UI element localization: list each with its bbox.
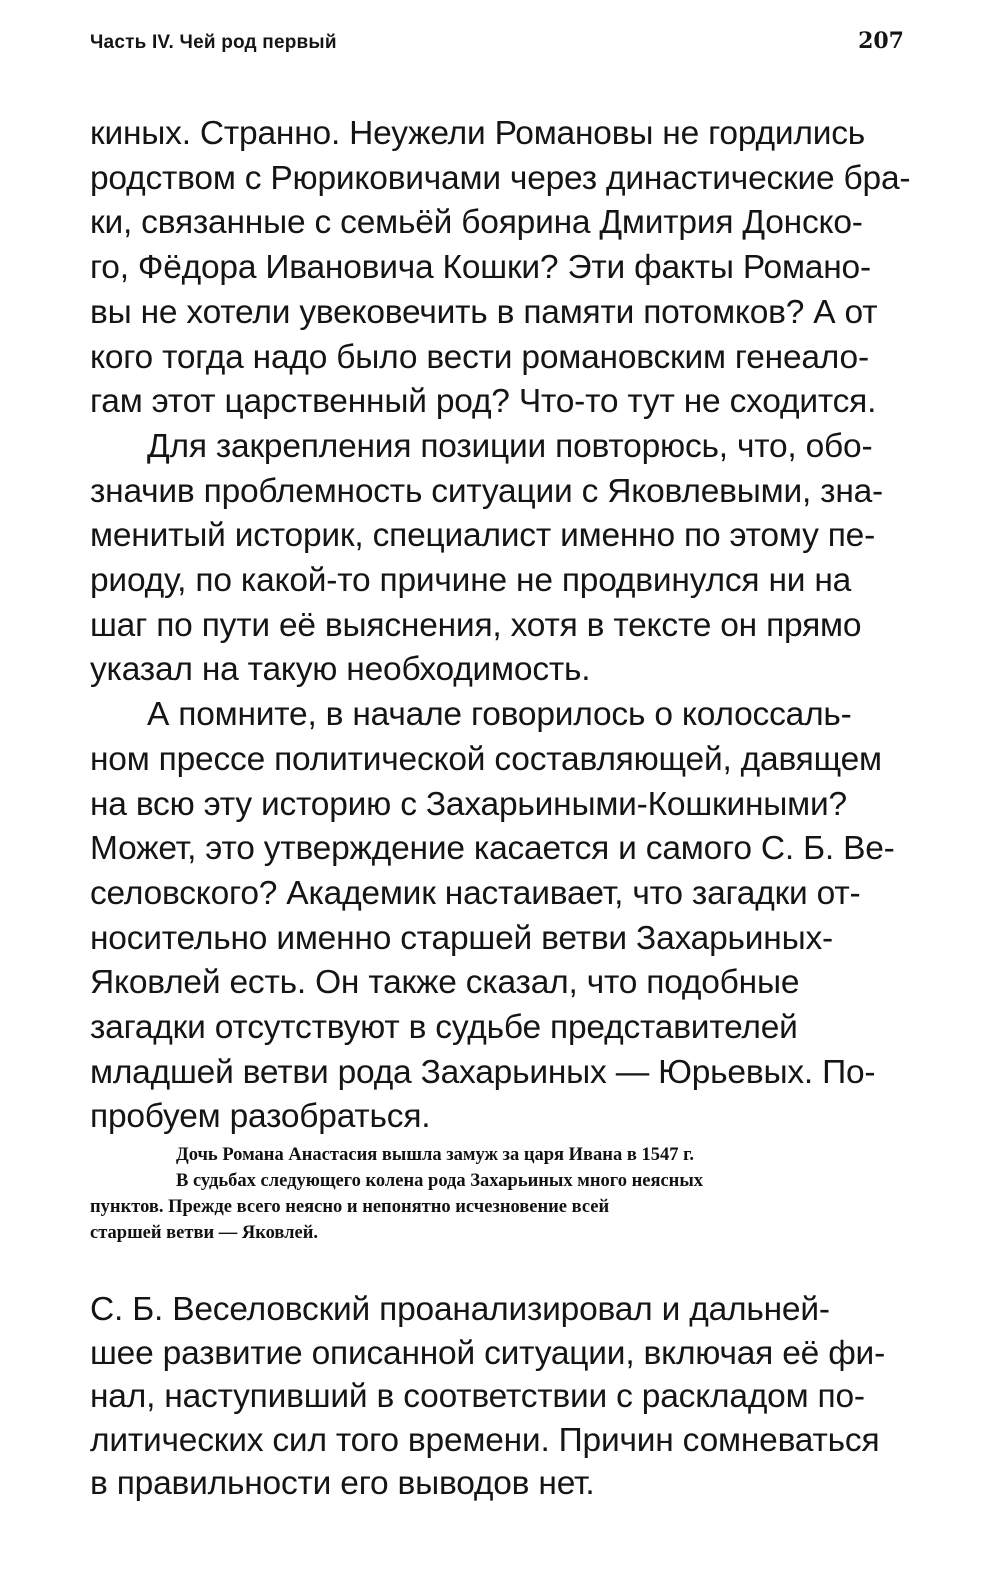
text-line: селовского? Академик настаивает, что загадки от- [90,874,861,912]
text-line: Может, это утверждение касается и самого С. Б. Ве- [90,830,895,868]
running-head [90,28,904,58]
text-line: риоду, по какой-то причине не продвинулся ни на [90,562,852,600]
text-line: пробуем разобраться. [90,1098,431,1136]
text-line: на всю эту историю с Захарьиными-Кошкиными? [90,785,847,823]
text-line: киных. Странно. Неужели Романовы не гордились [90,115,866,152]
page-number: 207 [858,28,904,54]
text-line: вы не хотели увековечить в памяти потомков? А от [90,293,878,331]
text-line: го, Фёдора Ивановича Кошки? Эти факты Романо- [90,249,871,287]
text-line: Яковлей есть. Он также сказал, что подобные [90,964,800,1002]
text-line: Для закрепления позиции повторюсь, что, обо- [147,427,873,465]
text-line: родством с Рюриковичами через династические бра- [90,159,911,197]
text-line: шаг по пути её выяснения, хотя в тексте он прямо [90,606,862,644]
running-title: Часть IV. Чей род первый [90,32,337,53]
closing-paragraph [90,1288,908,1506]
text-line: С. Б. Веселовский проанализировал и дальней- [90,1291,830,1328]
caption-line: В судьбах следующего колена рода Захарьиных много неясных [176,1171,704,1191]
text-line: ки, связанные с семьёй боярина Дмитрия Донско- [90,204,863,242]
text-line: значив проблемность ситуации с Яковлевыми, зна- [90,472,884,510]
caption-line: пунктов. Прежде всего неясно и непонятно исчезновение всей [90,1197,610,1217]
text-line: А помните, в начале говорилось о колоссаль- [147,696,852,734]
text-line: гам этот царственный род? Что-то тут не сходится. [90,383,877,421]
main-text [90,112,911,1140]
text-line: ном прессе политической составляющей, давящем [90,740,882,778]
text-line: младшей ветви рода Захарьиных — Юрьевых. По- [90,1053,876,1091]
text-line: в правильности его выводов нет. [90,1465,595,1502]
caption-line: Дочь Романа Анастасия вышла замуж за царя Ивана в 1547 г. [176,1145,695,1165]
text-line: шее развитие описанной ситуации, включая её фи- [90,1334,886,1372]
text-line: менитый историк, специалист именно по этому пе- [90,517,876,555]
text-line: нал, наступивший в соответствии с раскладом по- [90,1378,865,1415]
caption-line: старшей ветви — Яковлей. [90,1223,319,1243]
quote-caption [90,1142,850,1246]
text-line: кого тогда надо было вести романовским генеало- [90,338,869,376]
text-line: носительно именно старшей ветви Захарьиных- [90,919,833,957]
text-line: загадки отсутствуют в судьбе представителей [90,1009,798,1047]
text-line: литических сил того времени. Причин сомневаться [90,1421,880,1459]
text-line: указал на такую необходимость. [90,651,591,689]
